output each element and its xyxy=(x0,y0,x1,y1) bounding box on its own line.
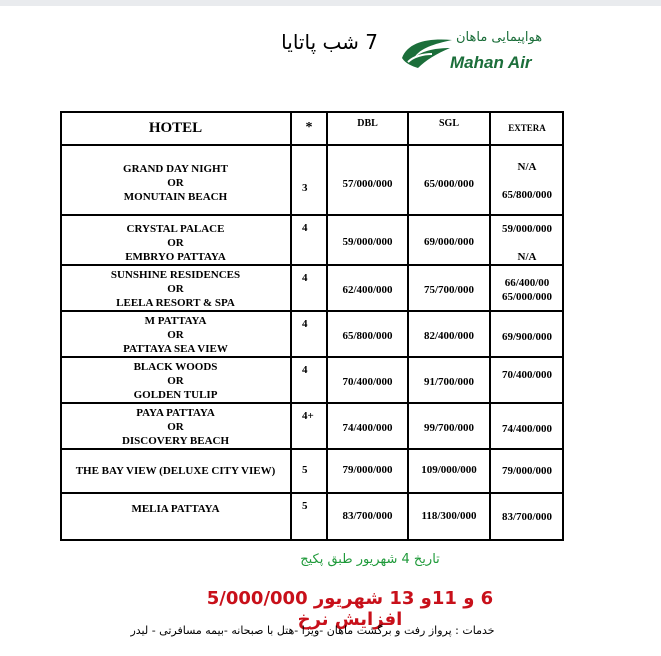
table-row xyxy=(60,145,564,215)
hotel-name-cell xyxy=(60,215,291,265)
logo-english-text: Mahan Air xyxy=(450,53,532,72)
sgl-price-cell: 82/400/000 xyxy=(408,311,490,357)
star-rating-cell: 4 xyxy=(291,311,327,357)
header-sgl: SGL xyxy=(408,111,490,145)
mahan-air-logo xyxy=(398,30,568,80)
extra-price-cell xyxy=(490,357,564,403)
hotel-name-line: M PATTAYA xyxy=(144,315,207,327)
header-star: * xyxy=(291,111,327,145)
hotel-name-line: GRAND DAY NIGHT xyxy=(123,163,228,175)
hotel-name-line: SUNSHINE RESIDENCES xyxy=(110,269,241,281)
sgl-price-cell: 91/700/000 xyxy=(408,357,490,403)
extra-price-line: 69/900/000 xyxy=(501,331,553,343)
extra-price-cell xyxy=(490,215,564,265)
hotel-name-line: EMBRYO PATTAYA xyxy=(125,251,226,263)
hotel-name-line: OR xyxy=(167,421,184,433)
sgl-price-cell: 109/000/000 xyxy=(408,449,490,493)
hotel-name-cell xyxy=(60,265,291,311)
sgl-price-cell: 69/000/000 xyxy=(408,215,490,265)
extra-price-line xyxy=(491,236,563,250)
extra-price-line: N/A xyxy=(517,161,537,173)
hotel-name-line: MONUTAIN BEACH xyxy=(123,191,228,203)
table-row xyxy=(60,403,564,449)
dbl-price-cell: 79/000/000 xyxy=(327,449,408,493)
hotel-name-line: MELIA PATTAYA xyxy=(131,503,220,515)
hotel-name-line: DISCOVERY BEACH xyxy=(121,435,230,447)
extra-price-cell xyxy=(490,265,564,311)
hotel-name-line: OR xyxy=(167,283,184,295)
header-extra: EXTERA xyxy=(490,111,564,145)
hotel-name-line: GOLDEN TULIP xyxy=(133,389,218,401)
page-top-border xyxy=(0,0,661,6)
extra-price-cell xyxy=(490,403,564,449)
star-rating-cell: 5 xyxy=(291,493,327,541)
extra-price-line: 59/000/000 xyxy=(501,223,553,235)
sgl-price-cell: 65/000/000 xyxy=(408,145,490,215)
dbl-price-cell: 70/400/000 xyxy=(327,357,408,403)
table-row xyxy=(60,449,564,493)
hotel-name-line: OR xyxy=(167,329,184,341)
hotel-name-line: LEELA RESORT & SPA xyxy=(116,297,235,309)
hotel-name-line: THE BAY VIEW (DELUXE CITY VIEW) xyxy=(75,465,276,477)
hotel-name-line: PATTAYA SEA VIEW xyxy=(123,343,228,355)
hotel-name-line: OR xyxy=(167,177,184,189)
star-rating-cell: 4 xyxy=(291,357,327,403)
page-title: 7 شب پاتایا xyxy=(281,30,378,54)
star-rating-cell: 3 xyxy=(291,145,327,215)
hotel-name-line: BLACK WOODS xyxy=(133,361,218,373)
extra-price-cell xyxy=(490,449,564,493)
extra-price-line: 79/000/000 xyxy=(501,465,553,477)
price-table xyxy=(60,111,564,541)
hotel-name-cell xyxy=(60,493,291,541)
date-note: تاریخ 4 شهریور طبق پکیج xyxy=(300,552,440,567)
table-row xyxy=(60,357,564,403)
dbl-price-cell: 57/000/000 xyxy=(327,145,408,215)
price-increase-note: 6 و 11و 13 شهریور 5/000/000 افزایش نرخ xyxy=(206,588,494,630)
extra-price-cell xyxy=(490,493,564,541)
extra-price-cell xyxy=(490,145,564,215)
extra-price-line: 83/700/000 xyxy=(501,511,553,523)
extra-price-cell xyxy=(490,311,564,357)
extra-price-line xyxy=(491,174,563,188)
sgl-price-cell: 118/300/000 xyxy=(408,493,490,541)
star-rating-cell: 4 xyxy=(291,215,327,265)
hotel-name-line: PAYA PATTAYA xyxy=(136,407,215,419)
extra-price-line: N/A xyxy=(517,251,537,263)
extra-price-line: 65/800/000 xyxy=(501,189,553,201)
services-note: خدمات : پرواز رفت و برگشت ماهان -ویزا -هتل با صبحانه -بیمه مسافرتی - لیدر xyxy=(130,624,495,637)
star-rating-cell: 4 xyxy=(291,265,327,311)
hotel-name-line: OR xyxy=(167,375,184,387)
header-hotel: HOTEL xyxy=(60,111,291,145)
dbl-price-cell: 62/400/000 xyxy=(327,265,408,311)
table-row xyxy=(60,311,564,357)
sgl-price-cell: 99/700/000 xyxy=(408,403,490,449)
bird-logo-icon xyxy=(398,36,454,72)
hotel-name-cell xyxy=(60,403,291,449)
dbl-price-cell: 59/000/000 xyxy=(327,215,408,265)
table-body xyxy=(60,145,564,541)
extra-price-line: 70/400/000 xyxy=(501,369,553,381)
hotel-name-line: OR xyxy=(167,237,184,249)
star-rating-cell: 5 xyxy=(291,449,327,493)
hotel-name-line: CRYSTAL PALACE xyxy=(126,223,225,235)
table-header-row xyxy=(60,111,564,145)
sgl-price-cell: 75/700/000 xyxy=(408,265,490,311)
table-row xyxy=(60,265,564,311)
extra-price-line: 65/000/000 xyxy=(501,291,553,303)
hotel-name-cell xyxy=(60,357,291,403)
header-dbl: DBL xyxy=(327,111,408,145)
dbl-price-cell: 65/800/000 xyxy=(327,311,408,357)
hotel-name-cell xyxy=(60,145,291,215)
extra-price-line: 74/400/000 xyxy=(501,423,553,435)
logo-persian-text: هواپیمایی ماهان xyxy=(456,30,543,45)
table-row xyxy=(60,215,564,265)
dbl-price-cell: 74/400/000 xyxy=(327,403,408,449)
table-row xyxy=(60,493,564,541)
extra-price-line: 66/400/00 xyxy=(504,277,550,289)
hotel-name-cell xyxy=(60,311,291,357)
dbl-price-cell: 83/700/000 xyxy=(327,493,408,541)
star-rating-cell: 4+ xyxy=(291,403,327,449)
hotel-name-cell xyxy=(60,449,291,493)
